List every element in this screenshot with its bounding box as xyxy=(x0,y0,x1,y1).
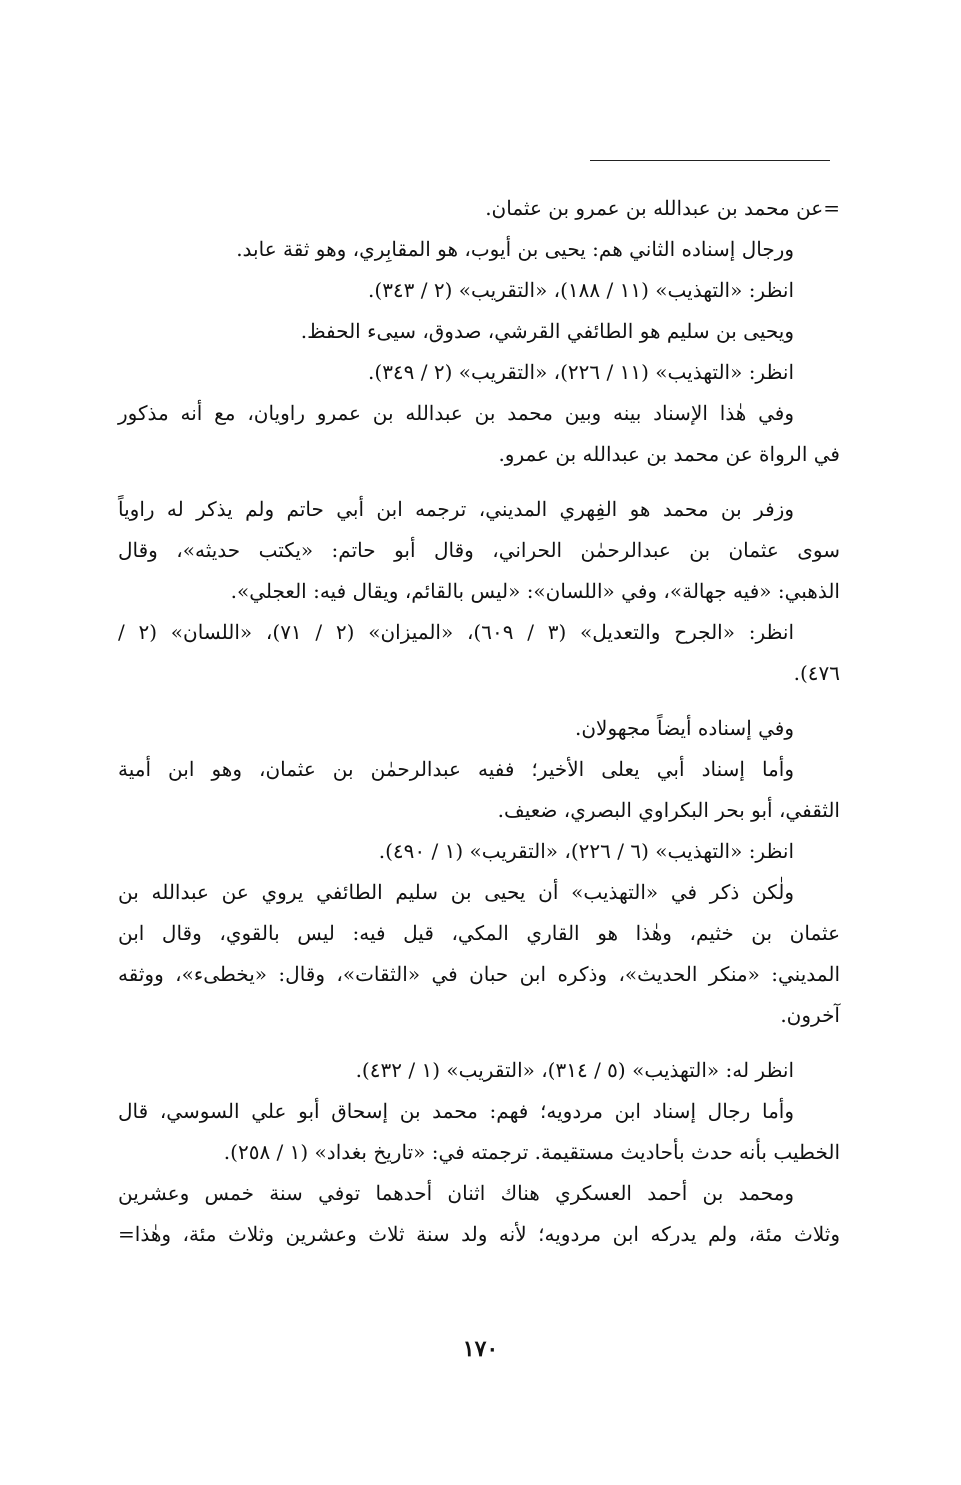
paragraph-gap xyxy=(118,475,840,489)
footnote-line: وأما إسناد أبي يعلى الأخير؛ ففيه عبدالرحمٰن بن عثمان، وهو ابن أمية xyxy=(118,757,794,781)
footnote-line: انظر: «التهذيب» (١١ / ١٨٨)، «التقريب» (٢ / ٣٤٣). xyxy=(368,278,794,302)
footnote-line: الثقفي، أبو بحر البكراوي البصري، ضعيف. xyxy=(497,798,840,822)
footnote-line: وزفر بن محمد هو الفِهري المديني، ترجمه ابن أبي حاتم ولم يذكر له راوياً xyxy=(118,497,794,521)
footnote-line: وفي إسناده أيضاً مجهولان. xyxy=(575,716,794,740)
paragraph-gap xyxy=(118,1036,840,1050)
footnote-line: انظر: «الجرح والتعديل» (٣ / ٦٠٩)، «الميزان» (٢ / ٧١)، «اللسان» (٢ / xyxy=(118,620,795,644)
footnote-line: ولٰكن ذكر في «التهذيب» أن يحيى بن سليم الطائفي يروي عن عبدالله بن xyxy=(118,880,794,904)
footnote-line: انظر: «التهذيب» (١١ / ٢٢٦)، «التقريب» (٢ / ٣٤٩). xyxy=(368,360,794,384)
paragraph-gap xyxy=(118,694,840,708)
footnote-line: ورجال إسناده الثاني هم: يحيى بن أيوب، هو المقابِري، وهو ثقة عابد. xyxy=(236,237,794,261)
footnote-line: سوى عثمان بن عبدالرحمٰن الحراني، وقال أبو حاتم: «يكتب حديثه»، وقال xyxy=(118,538,840,562)
footnote-text-block xyxy=(118,188,840,1255)
footnote-line: المديني: «منكر الحديث»، وذكره ابن حبان في «الثقات»، وقال: «يخطىء»، ووثقه xyxy=(118,962,840,986)
footnote-separator-rule xyxy=(590,160,830,161)
footnote-line: وأما رجال إسناد ابن مردويه؛ فهم: محمد بن إسحاق أبو علي السوسي، قال xyxy=(118,1099,794,1123)
page-number: ١٧٠ xyxy=(462,1336,499,1362)
footnote-line: وفي هٰذا الإسناد بينه وبين محمد بن عبدالله بن عمرو راويان، مع أنه مذكور xyxy=(118,401,794,425)
footnote-line: الذهبي: «فيه جهالة»، وفي «اللسان»: «ليس بالقائم، ويقال فيه: العجلي». xyxy=(230,579,840,603)
footnote-line: ويحيى بن سليم هو الطائفي القرشي، صدوق، سيىء الحفظ. xyxy=(300,319,794,343)
footnote-line: الخطيب بأنه حدث بأحاديث مستقيمة. ترجمته في: «تاريخ بغداد» (١ / ٢٥٨). xyxy=(223,1140,840,1164)
footnote-line: وثلاث مئة، ولم يدركه ابن مردويه؛ لأنه ولد سنة ثلاث وعشرين وثلاث مئة، وهٰذا= xyxy=(118,1222,840,1246)
footnote-line: انظر له: «التهذيب» (٥ / ٣١٤)، «التقريب» (١ / ٤٣٢). xyxy=(355,1058,794,1082)
footnote-line: انظر: «التهذيب» (٦ / ٢٢٦)، «التقريب» (١ / ٤٩٠). xyxy=(378,839,794,863)
footnote-line: =عن محمد بن عبدالله بن عمرو بن عثمان. xyxy=(485,196,840,220)
footnote-line: ٤٧٦). xyxy=(793,661,840,685)
footnote-line: عثمان بن خثيم، وهٰذا هو القاري المكي، قيل فيه: ليس بالقوي، وقال ابن xyxy=(118,921,840,945)
footnote-line: في الرواة عن محمد بن عبدالله بن عمرو. xyxy=(498,442,840,466)
footnote-line: ومحمد بن أحمد العسكري هناك اثنان أحدهما توفي سنة خمس وعشرين xyxy=(118,1181,794,1205)
footnote-line: آخرون. xyxy=(780,1003,840,1027)
